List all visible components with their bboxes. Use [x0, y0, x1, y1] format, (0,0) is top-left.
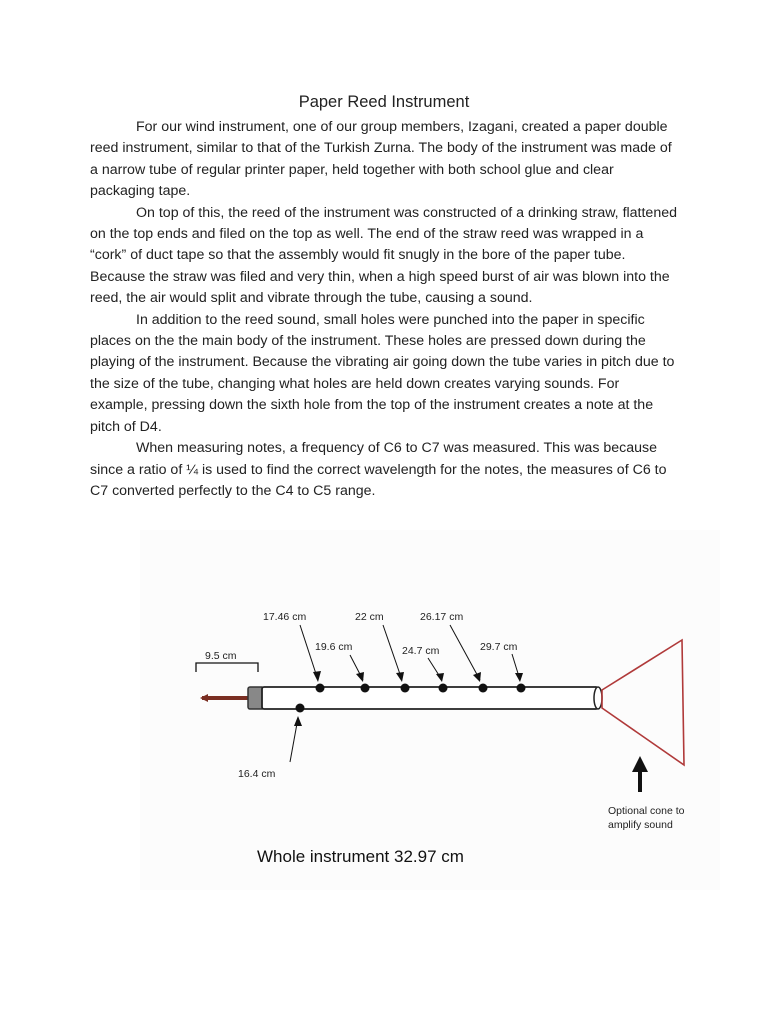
tone-hole-6: [517, 684, 526, 693]
tone-hole-5: [479, 684, 488, 693]
amplifier-cone: [602, 640, 684, 765]
hole-6-label: 29.7 cm: [480, 641, 518, 653]
hole-3-label: 22 cm: [355, 611, 384, 623]
tube-end: [594, 687, 602, 709]
instrument-diagram-svg: [140, 530, 720, 890]
tone-hole-1: [316, 684, 325, 693]
instrument-diagram: [140, 530, 720, 890]
cone-note-line-1: Optional cone to: [608, 805, 685, 817]
paragraph-3: In addition to the reed sound, small holes were punched into the paper in specific places on the the main body of the instrument. These holes are pressed down during the playing of the instrument. Because the vibrating air going down the tube varies in pitch due to the size of the tube, changing what holes are held down creates varying sounds. For example, pressing down the sixth hole from the top of the instrument creates a note at the pitch of D4.: [90, 311, 675, 435]
reed-tip: [200, 694, 208, 702]
hole-5-label: 26.17 cm: [420, 611, 464, 623]
reed-length-label: 9.5 cm: [205, 650, 237, 662]
tone-hole-3: [401, 684, 410, 693]
document-body: [90, 117, 680, 502]
hole-1-label: 17.46 cm: [263, 611, 307, 623]
hole-2-label: 19.6 cm: [315, 641, 353, 653]
paragraph-4: When measuring notes, a frequency of C6 to C7 was measured. This was because since a ratio of ¼ is used to find the correct wavelength for the notes, the measures of C6 to C7 converted perfectly to the C4 to C5 range.: [90, 440, 667, 499]
tone-hole-2: [361, 684, 370, 693]
document-title: Paper Reed Instrument: [298, 93, 470, 111]
tone-hole-4: [439, 684, 448, 693]
paragraph-1: For our wind instrument, one of our group members, Izagani, created a paper double reed instrument, similar to that of the Turkish Zurna. The body of the instrument was made of a narrow tube of regular printer paper, held together with both school glue and clear packaging tape.: [90, 119, 672, 200]
hole-4-label: 24.7 cm: [402, 645, 440, 657]
paragraph-2: On top of this, the reed of the instrument was constructed of a drinking straw, flattened on the top ends and filed on the top as well. The end of the straw reed was wrapped in a “cork” of duct tape so that the assembly would fit snugly in the bore of the paper tube. Because the straw was filed and very thin, when a high speed burst of air was blown into the reed, the air would split and vibrate through the tube, causing a sound.: [90, 204, 677, 307]
thumb-hole: [296, 704, 305, 713]
cone-arrow-head: [632, 756, 648, 772]
reed-length-bracket: [196, 663, 258, 672]
cone-note-line-2: amplify sound: [608, 819, 673, 831]
bottom-hole-label: 16.4 cm: [238, 768, 276, 780]
diagram-caption: Whole instrument 32.97 cm: [257, 847, 464, 866]
paper-tube: [262, 687, 598, 709]
